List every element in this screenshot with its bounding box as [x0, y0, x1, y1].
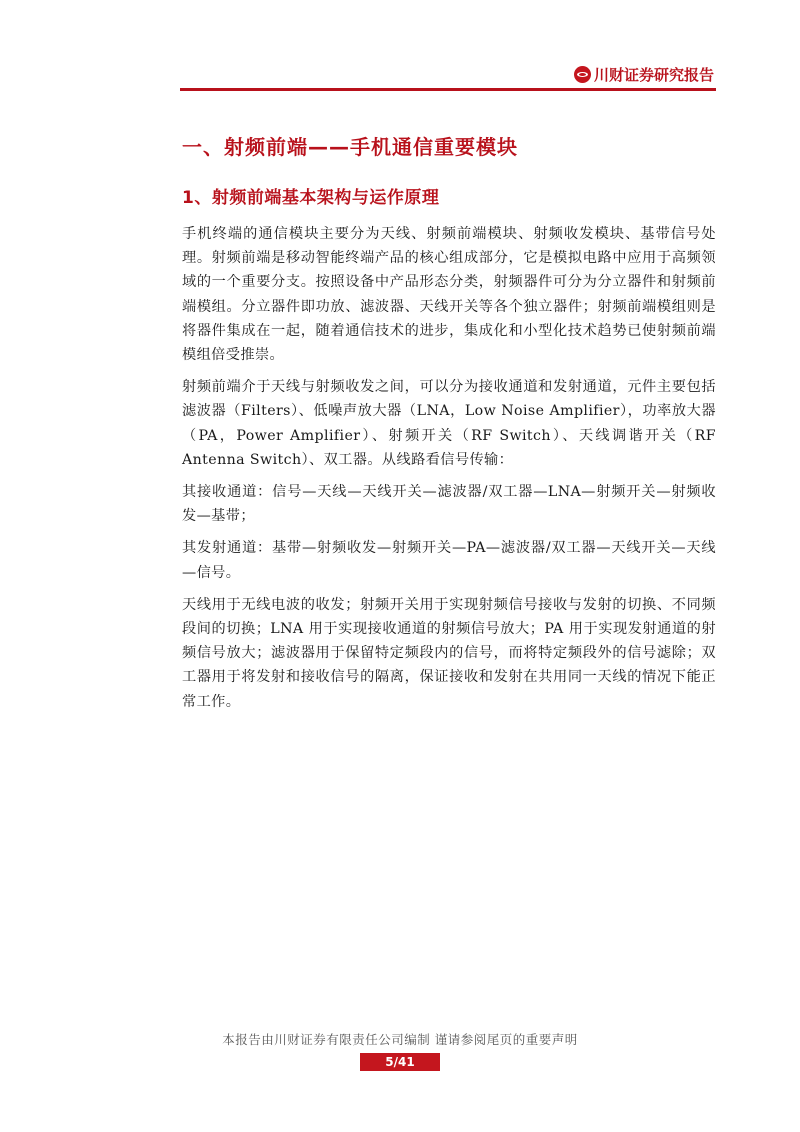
page-number: 5/41 — [360, 1053, 440, 1071]
section-title: 一、射频前端——手机通信重要模块 — [182, 135, 518, 159]
brand-name: 川财证券研究报告 — [593, 66, 714, 84]
header-divider — [180, 88, 716, 91]
section-subtitle: 1、射频前端基本架构与运作原理 — [182, 188, 440, 208]
paragraph-components: 射频前端介于天线与射频收发之间，可以分为接收通道和发射通道，元件主要包括滤波器（Filters）、低噪声放大器（LNA，Low Noise Amplifier），功率放大器（PA，Power Amplifier）、射频开关（RF Switch）、天线调谐开关（RF Antenna Switch）、双工器。从线路看信号传输： — [182, 379, 716, 468]
paragraph-functions: 天线用于无线电波的收发；射频开关用于实现射频信号接收与发射的切换、不同频段间的切换；LNA 用于实现接收通道的射频信号放大；PA 用于实现发射通道的射频信号放大；滤波器用于保留特定频段内的信号，而将特定频段外的信号滤除；双工器用于将发射和接收信号的隔离，保证接收和发射在共用同一天线的情况下能正常工作。 — [182, 596, 716, 710]
header-brand — [574, 64, 714, 85]
body-text — [182, 222, 716, 722]
paragraph-intro: 手机终端的通信模块主要分为天线、射频前端模块、射频收发模块、基带信号处理。射频前端是移动智能终端产品的核心组成部分，它是模拟电路中应用于高频领域的一个重要分支。按照设备中产品形态分类，射频器件可分为分立器件和射频前端模组。分立器件即功放、滤波器、天线开关等各个独立器件；射频前端模组则是将器件集成在一起，随着通信技术的进步，集成化和小型化技术趋势已使射频前端模组倍受推崇。 — [182, 226, 716, 364]
company-logo-icon — [574, 66, 591, 83]
paragraph-receive-path: 其接收通道：信号—天线—天线开关—滤波器/双工器—LNA—射频开关—射频收发—基带； — [182, 484, 716, 525]
paragraph-transmit-path: 其发射通道：基带—射频收发—射频开关—PA—滤波器/双工器—天线开关—天线—信号。 — [182, 540, 716, 581]
footer-disclaimer: 本报告由川财证券有限责任公司编制 谨请参阅尾页的重要声明 — [222, 1032, 578, 1047]
